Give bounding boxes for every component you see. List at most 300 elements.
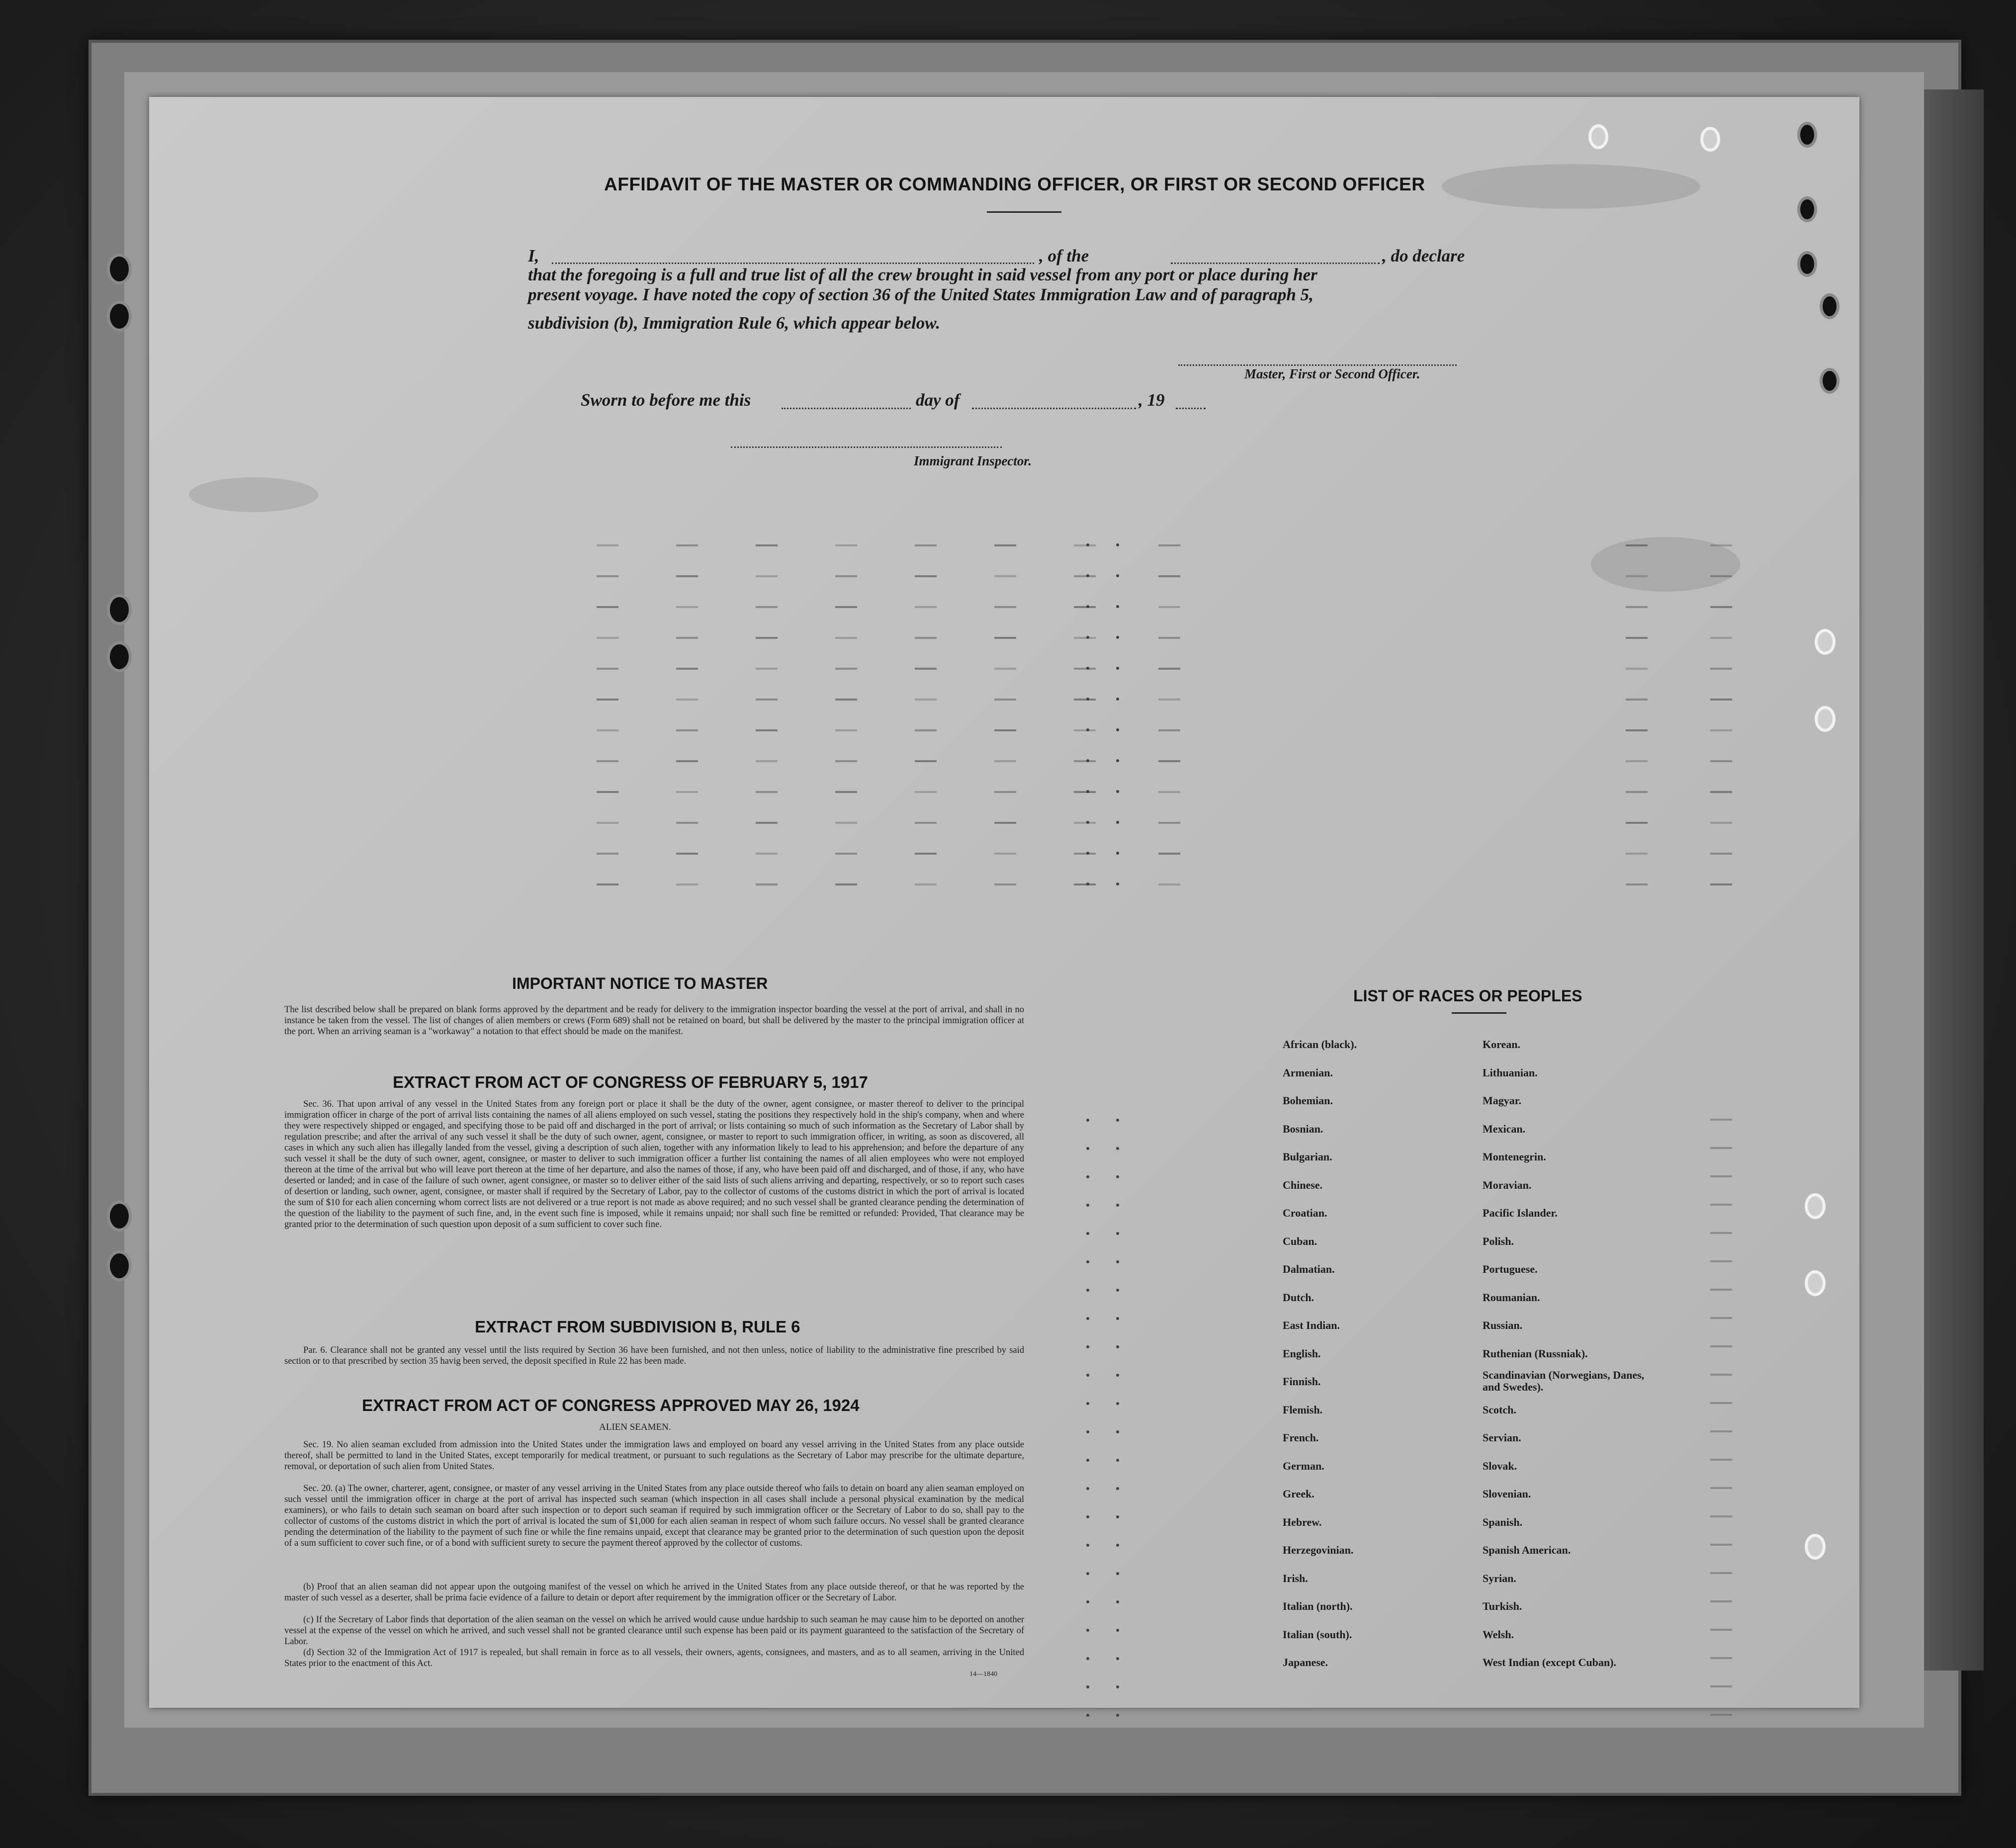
ditto-mark	[597, 729, 618, 731]
ditto-mark	[676, 606, 698, 608]
sec-20b-text: (b) Proof that an alien seaman did not appear upon the outgoing manifest of the vessel on which he arrived in the United States from any place outside thereof, or that he was reported by the master of such vessel as a deserter, shall be prima facie evidence of a failure to detain or deport after requirement by the immigration officer or the Secretary of Labor.	[284, 1582, 1024, 1603]
ditto-mark	[1626, 699, 1648, 701]
ditto-mark	[1158, 822, 1180, 824]
ditto-mark	[756, 883, 778, 885]
ditto-mark	[1710, 575, 1732, 577]
ditto-dot	[1086, 574, 1089, 577]
sworn-month-blank[interactable]	[972, 408, 1136, 409]
ditto-mark	[994, 668, 1016, 670]
ditto-dot	[1116, 1572, 1119, 1575]
race-item: Hebrew.	[1283, 1515, 1322, 1528]
ditto-mark	[1158, 668, 1180, 670]
ditto-mark	[1626, 637, 1648, 639]
ditto-dot	[1116, 1119, 1119, 1122]
ditto-mark	[1710, 883, 1732, 885]
ditto-mark	[1074, 575, 1096, 577]
ditto-dot	[1116, 1345, 1119, 1348]
race-item: Turkish.	[1483, 1600, 1522, 1612]
ditto-mark	[597, 544, 618, 546]
ditto-mark	[994, 575, 1016, 577]
race-item: Slovenian.	[1483, 1488, 1531, 1500]
race-item: Scandinavian (Norwegians, Danes, and Swedes).	[1483, 1369, 1645, 1393]
races-heading: LIST OF RACES OR PEOPLES	[1353, 987, 1582, 1005]
ditto-mark	[835, 637, 857, 639]
sec-20d-text: (d) Section 32 of the Immigration Act of 1917 is repealed, but shall remain in force as to all vessels, their owners, agents, consignees, and masters, and as to all seamen, arriving in the United States prior to the enactment of this Act.	[284, 1648, 1024, 1669]
ditto-mark	[994, 760, 1016, 762]
race-item: Irish.	[1283, 1572, 1308, 1584]
notice-heading: IMPORTANT NOTICE TO MASTER	[512, 974, 768, 992]
ditto-mark	[915, 606, 937, 608]
sworn-day-blank[interactable]	[782, 408, 911, 409]
ditto-mark	[1626, 575, 1648, 577]
ditto-mark	[915, 637, 937, 639]
ditto-dot	[1116, 1260, 1119, 1263]
ditto-mark	[994, 729, 1016, 731]
ditto-dot	[1116, 1430, 1119, 1433]
ditto-dot	[1116, 1544, 1119, 1547]
affidavit-line-1	[528, 246, 539, 266]
ditto-dot	[1086, 543, 1089, 546]
ditto-dot	[1086, 1175, 1089, 1178]
race-item: Chinese.	[1283, 1178, 1323, 1191]
notice-text: The list described below shall be prepared on blank forms approved by the department and be ready for delivery to the immigration inspector boarding the vessel at the port of arrival, and shall in no instance be taken from the vessel. The list of changes of alien members or crews (Form 689) shall not be retained on board, but shall be delivered by the master to the principal immigration officer at the port. When an arriving seaman is a "workaway" a notation to that effect should be made on the manifest.	[284, 1005, 1024, 1037]
page-hole	[1797, 251, 1817, 277]
ditto-mark	[756, 606, 778, 608]
race-item: Armenian.	[1283, 1066, 1333, 1079]
ditto-dot	[1086, 698, 1089, 701]
alien-seamen-subheading: ALIEN SEAMEN.	[599, 1422, 671, 1432]
sec-20c-text: (c) If the Secretary of Labor finds that deportation of the alien seaman on the vessel on which he arrived would cause undue hardship to such seaman he may cause him to be deported on another vessel at the expense of the vessel on which he arrived, and such vessel shall not be granted clearance until such expense has been paid or its payment guaranteed to the satisfaction of the Secretary of Labor.	[284, 1615, 1024, 1647]
ditto-dot	[1116, 1515, 1119, 1518]
ditto-mark	[597, 668, 618, 670]
sec-20a-text: Sec. 20. (a) The owner, charterer, agent, consignee, or master of any vessel arriving in the United States from any place outside thereof who fails to detain on board any alien seaman employed on such vessel until the immigration officer in charge at the port of arrival has inspected such seaman (which inspection in all cases shall include a personal physical examination by the medical examiners), or who fails to detain such seaman on board after such inspection or to deport such seaman if required by such immigration officer or the Secretary of Labor to do so, shall pay to the collector of customs of the customs district in which the port of arrival is located the sum of $1,000 for each alien seaman in respect of whom such failure occurs. No vessel shall be granted clearance pending the determination of the liability to the payment of such fine or while the fine remains unpaid, except that clearance may be granted prior to the determination of such question upon the deposit of a sum sufficient to cover such fine, or of a bond with sufficient surety to secure the payment thereof approved by the collector of customs.	[284, 1484, 1024, 1548]
ditto-mark	[1626, 760, 1648, 762]
affidavit-declare: , do declare	[1382, 246, 1465, 265]
ditto-mark	[1074, 637, 1096, 639]
ditto-mark	[1710, 1657, 1732, 1659]
vessel-blank[interactable]	[1171, 263, 1380, 264]
binder-hole	[107, 301, 132, 332]
ditto-mark	[756, 699, 778, 701]
ditto-mark	[1710, 1714, 1732, 1716]
ditto-dot	[1116, 698, 1119, 701]
ditto-dot	[1086, 1685, 1089, 1688]
ditto-mark	[835, 729, 857, 731]
ditto-mark	[1710, 668, 1732, 670]
ditto-dot	[1086, 1317, 1089, 1320]
ditto-dot	[1086, 852, 1089, 855]
ditto-dot	[1116, 728, 1119, 731]
ditto-mark	[1626, 883, 1648, 885]
race-item: Montenegrin.	[1483, 1150, 1546, 1163]
ditto-mark	[1158, 606, 1180, 608]
ditto-dot	[1116, 636, 1119, 639]
name-blank[interactable]	[552, 263, 1034, 264]
ditto-mark	[1158, 760, 1180, 762]
ditto-dot	[1116, 1629, 1119, 1632]
ditto-mark	[1158, 699, 1180, 701]
ditto-mark	[1074, 729, 1096, 731]
ditto-dot	[1116, 1685, 1119, 1688]
ditto-dot	[1086, 1374, 1089, 1377]
ditto-mark	[1158, 729, 1180, 731]
affidavit-i: I,	[528, 246, 539, 265]
ditto-dot	[1086, 1459, 1089, 1462]
race-item: Croatian.	[1283, 1207, 1327, 1219]
affidavit-title: AFFIDAVIT OF THE MASTER OR COMMANDING OFFICER, OR FIRST OR SECOND OFFICER	[604, 174, 1425, 194]
race-item: Spanish American.	[1483, 1544, 1571, 1556]
race-item: German.	[1283, 1459, 1324, 1472]
ditto-mark	[1626, 822, 1648, 824]
page-hole	[1588, 124, 1608, 149]
extract-1917-text: Sec. 36. That upon arrival of any vessel in the United States from any foreign port or place it shall be the duty of the owner, agent consignee, or master thereof to deliver to the principal immigration officer in charge of the port of arrival lists containing the names of all aliens employed on such vessel, stating the positions they respectively hold in the ship's company, when and where they were respectively shipped or engaged, and specifying those to be paid off and discharged in the port of arrival; or lists containing so much of such information as the Secretary of Labor shall by regulation prescribe; and after the arrival of any such vessel it shall be the duty of such owner, agent, consignee, or master to report to such immigration officer, in writing, as soon as discovered, all cases in which any such alien has illegally landed from the vessel, giving a description of such alien, together with any information likely to lead to his apprehension; and before the departure of any such vessel it shall be the duty of such owner, agent, consignee, or master to deliver to such immigration officer a further list containing the names of all alien employees who were not employed thereon at the time of the arrival but who will leave port thereon at the time of her departure, and also the names of those, if any, who have been paid off and discharged, and of those, if any, who have deserted or landed; and in case of the failure of such owner, agent consignee, or master so to deliver either of the said lists of such aliens arriving and departing, respectively, or so to report such cases of desertion or landing, such owner, agent, consignee, or master shall if required by the Secretary of Labor, pay to the collector of customs of the customs district in which the port of arrival is located the sum of $10 for each alien concerning whom correct lists are not delivered or a true report is not made as above required; and no such vessel shall be granted clearance pending the determination of the question of the liability to the payment of such fine, and, in the event such fine is imposed, while it remains unpaid; nor shall such fine be remitted or refunded: Provided, That clearance may be granted prior to the determination of such question upon deposit of a sum sufficient to cover such fine.	[284, 1099, 1024, 1230]
ditto-mark	[597, 760, 618, 762]
ditto-dot	[1086, 605, 1089, 608]
ditto-dot	[1116, 1402, 1119, 1405]
ditto-dot	[1086, 821, 1089, 824]
race-item: Herzegovinian.	[1283, 1544, 1354, 1556]
race-item: Greek.	[1283, 1488, 1315, 1500]
ditto-mark	[1074, 853, 1096, 855]
binder-hole	[107, 641, 132, 672]
ditto-mark	[676, 637, 698, 639]
race-item: Bulgarian.	[1283, 1150, 1332, 1163]
affidavit-of-the: , of the	[1039, 246, 1089, 265]
ditto-dot	[1116, 882, 1119, 885]
binder-hole	[107, 254, 132, 284]
page-hole	[1797, 196, 1817, 222]
ditto-mark	[1074, 699, 1096, 701]
ditto-mark	[676, 883, 698, 885]
ditto-mark	[835, 668, 857, 670]
race-item: Japanese.	[1283, 1656, 1328, 1669]
ditto-mark	[676, 544, 698, 546]
ditto-dot	[1116, 605, 1119, 608]
ditto-mark	[1710, 1515, 1732, 1517]
ditto-dot	[1086, 1600, 1089, 1603]
ditto-mark	[1710, 1629, 1732, 1631]
ditto-mark	[1710, 637, 1732, 639]
ditto-mark	[835, 791, 857, 793]
ditto-mark	[756, 668, 778, 670]
ditto-dot	[1086, 1260, 1089, 1263]
ditto-mark	[676, 822, 698, 824]
master-signature-line[interactable]	[1178, 364, 1457, 366]
race-item: East Indian.	[1283, 1319, 1340, 1331]
ditto-mark	[915, 699, 937, 701]
ditto-mark	[994, 606, 1016, 608]
race-item: Ruthenian (Russniak).	[1483, 1347, 1588, 1360]
race-item: Cuban.	[1283, 1234, 1317, 1247]
ditto-dot	[1116, 1487, 1119, 1490]
ditto-mark	[835, 544, 857, 546]
ditto-mark	[597, 637, 618, 639]
ditto-mark	[1158, 637, 1180, 639]
race-item: Dutch.	[1283, 1291, 1314, 1304]
binder-hole	[107, 594, 132, 625]
ditto-mark	[1710, 853, 1732, 855]
ditto-mark	[756, 853, 778, 855]
ditto-dot	[1116, 1600, 1119, 1603]
ditto-mark	[1074, 606, 1096, 608]
ditto-mark	[756, 760, 778, 762]
race-item: Servian.	[1483, 1431, 1521, 1444]
ditto-mark	[915, 760, 937, 762]
ditto-mark	[1626, 544, 1648, 546]
ditto-mark	[676, 575, 698, 577]
race-item: Mexican.	[1483, 1122, 1526, 1135]
page-hole	[1805, 1534, 1826, 1560]
ditto-mark	[994, 544, 1016, 546]
ditto-dot	[1116, 1147, 1119, 1150]
race-item: Welsh.	[1483, 1628, 1514, 1641]
race-item: Bohemian.	[1283, 1094, 1333, 1107]
ditto-mark	[994, 883, 1016, 885]
ditto-dot	[1086, 667, 1089, 670]
race-item: English.	[1283, 1347, 1321, 1360]
ditto-mark	[915, 883, 937, 885]
ditto-mark	[1710, 1544, 1732, 1546]
ditto-dot	[1086, 1289, 1089, 1292]
ditto-mark	[597, 791, 618, 793]
ditto-mark	[1710, 1289, 1732, 1291]
race-item: Spanish.	[1483, 1515, 1523, 1528]
ditto-dot	[1116, 1289, 1119, 1292]
ditto-mark	[835, 606, 857, 608]
ditto-mark	[994, 822, 1016, 824]
ditto-mark	[1158, 853, 1180, 855]
ditto-dot	[1116, 1232, 1119, 1235]
ditto-mark	[1710, 1175, 1732, 1177]
ditto-dot	[1086, 1544, 1089, 1547]
ditto-mark	[1158, 575, 1180, 577]
race-item: Bosnian.	[1283, 1122, 1323, 1135]
race-item: Lithuanian.	[1483, 1066, 1538, 1079]
bleed-through-mark	[1442, 164, 1700, 209]
race-item: Scotch.	[1483, 1403, 1516, 1416]
ditto-dot	[1086, 1515, 1089, 1518]
ditto-mark	[756, 729, 778, 731]
ditto-dot	[1086, 1629, 1089, 1632]
ditto-mark	[597, 853, 618, 855]
race-item: Italian (north).	[1283, 1600, 1353, 1612]
title-rule	[987, 211, 1061, 213]
ditto-mark	[1074, 822, 1096, 824]
ditto-mark	[1710, 1119, 1732, 1121]
ditto-dot	[1116, 667, 1119, 670]
ditto-mark	[835, 883, 857, 885]
ditto-mark	[1626, 791, 1648, 793]
ditto-mark	[994, 791, 1016, 793]
ditto-mark	[1626, 606, 1648, 608]
ditto-mark	[1626, 668, 1648, 670]
ditto-mark	[756, 791, 778, 793]
master-label: Master, First or Second Officer.	[1244, 366, 1420, 381]
ditto-mark	[1710, 1572, 1732, 1574]
ditto-dot	[1086, 882, 1089, 885]
race-item: Korean.	[1483, 1038, 1520, 1051]
ditto-mark	[915, 544, 937, 546]
ditto-mark	[1710, 1204, 1732, 1206]
ditto-mark	[1158, 544, 1180, 546]
race-item: Finnish.	[1283, 1375, 1321, 1388]
extract-1917-heading: EXTRACT FROM ACT OF CONGRESS OF FEBRUARY 5, 1917	[393, 1073, 868, 1091]
inspector-signature-line[interactable]	[731, 446, 1002, 448]
race-item: French.	[1283, 1431, 1319, 1444]
ditto-mark	[597, 606, 618, 608]
page-hole	[1820, 293, 1840, 319]
ditto-mark	[835, 760, 857, 762]
ditto-dot	[1086, 1232, 1089, 1235]
ditto-mark	[1710, 822, 1732, 824]
ditto-dot	[1086, 636, 1089, 639]
ditto-mark	[1710, 1600, 1732, 1602]
ditto-dot	[1086, 1147, 1089, 1150]
ditto-mark	[915, 729, 937, 731]
ditto-dot	[1086, 1430, 1089, 1433]
ditto-mark	[1710, 606, 1732, 608]
ditto-dot	[1086, 1345, 1089, 1348]
ditto-mark	[1710, 1374, 1732, 1376]
ditto-mark	[676, 729, 698, 731]
sworn-day-label: day of	[916, 390, 960, 410]
ditto-mark	[756, 544, 778, 546]
ditto-dot	[1116, 1317, 1119, 1320]
race-item: African (black).	[1283, 1038, 1357, 1051]
ditto-dot	[1116, 1175, 1119, 1178]
ditto-dot	[1086, 1657, 1089, 1660]
ditto-dot	[1116, 543, 1119, 546]
ditto-dot	[1116, 1374, 1119, 1377]
subdivision-heading: EXTRACT FROM SUBDIVISION B, RULE 6	[475, 1318, 800, 1336]
ditto-mark	[835, 822, 857, 824]
sec-19-text: Sec. 19. No alien seaman excluded from admission into the United States under the immigration laws and employed on board any vessel arriving in the United States from any place outside thereof, shall be permitted to land in the United States, except temporarily for medical treatment, or pursuant to such regulations as the Secretary of Labor may prescribe for the ultimate departure, removal, or deportation of such alien from United States.	[284, 1440, 1024, 1472]
ditto-mark	[1626, 729, 1648, 731]
ditto-dot	[1086, 1119, 1089, 1122]
page-hole	[1815, 629, 1836, 655]
inspector-label: Immigrant Inspector.	[914, 453, 1032, 468]
race-item: Portuguese.	[1483, 1263, 1538, 1275]
ditto-mark	[597, 822, 618, 824]
ditto-dot	[1086, 1572, 1089, 1575]
ditto-dot	[1116, 852, 1119, 855]
ditto-mark	[1710, 1260, 1732, 1262]
race-item: Dalmatian.	[1283, 1263, 1335, 1275]
bleed-through-mark	[189, 477, 318, 512]
ditto-mark	[676, 760, 698, 762]
ditto-mark	[994, 699, 1016, 701]
ditto-dot	[1116, 1459, 1119, 1462]
ditto-mark	[676, 699, 698, 701]
race-item: Pacific Islander.	[1483, 1207, 1558, 1219]
ditto-mark	[1710, 729, 1732, 731]
page-hole	[1700, 127, 1720, 152]
sworn-year-blank[interactable]	[1176, 408, 1206, 409]
ditto-mark	[1710, 1345, 1732, 1347]
ditto-mark	[1710, 1487, 1732, 1489]
ditto-mark	[1074, 760, 1096, 762]
ditto-dot	[1086, 790, 1089, 793]
ditto-mark	[1626, 853, 1648, 855]
ditto-mark	[1710, 791, 1732, 793]
page-hole	[1797, 122, 1817, 148]
ditto-mark	[597, 883, 618, 885]
ditto-mark	[994, 637, 1016, 639]
ditto-mark	[835, 699, 857, 701]
ditto-mark	[1710, 544, 1732, 546]
ditto-mark	[597, 699, 618, 701]
race-item: Flemish.	[1283, 1403, 1323, 1416]
ditto-mark	[676, 668, 698, 670]
ditto-mark	[1710, 1459, 1732, 1461]
ditto-dot	[1116, 790, 1119, 793]
ditto-mark	[756, 575, 778, 577]
ditto-mark	[1710, 1317, 1732, 1319]
ditto-mark	[1074, 791, 1096, 793]
subdivision-text: Par. 6. Clearance shall not be granted any vessel until the lists required by Section 36 have been furnished, and not then unless, notice of liability to the administrative fine prescribed by said section or to that prescribed by section 35 havig been served, the deposit specified in Rule 22 has been made.	[284, 1345, 1024, 1366]
ditto-mark	[1710, 1402, 1732, 1404]
ditto-dot	[1116, 759, 1119, 762]
ditto-dot	[1086, 759, 1089, 762]
page-hole	[1805, 1193, 1826, 1219]
race-item: Magyar.	[1483, 1094, 1522, 1107]
race-item: Moravian.	[1483, 1178, 1532, 1191]
ditto-mark	[1074, 668, 1096, 670]
affidavit-line-3: present voyage. I have noted the copy of section 36 of the United States Immigration Law and of paragraph 5,	[528, 285, 1314, 304]
extract-1924-heading: EXTRACT FROM ACT OF CONGRESS APPROVED MAY 26, 1924	[362, 1396, 860, 1414]
ditto-mark	[1710, 1147, 1732, 1149]
ditto-dot	[1116, 1657, 1119, 1660]
race-item: Polish.	[1483, 1234, 1514, 1247]
ditto-mark	[915, 575, 937, 577]
ditto-mark	[915, 791, 937, 793]
ditto-mark	[915, 822, 937, 824]
binder-hole	[107, 1201, 132, 1232]
form-number: 14—1840	[969, 1671, 997, 1678]
sworn-year-label: , 19	[1139, 390, 1165, 410]
page-hole	[1820, 368, 1840, 394]
ditto-mark	[915, 668, 937, 670]
ditto-dot	[1086, 728, 1089, 731]
ditto-mark	[1074, 544, 1096, 546]
sworn-prefix: Sworn to before me this	[581, 390, 751, 410]
ditto-mark	[1710, 1232, 1732, 1234]
page-hole	[1815, 706, 1836, 732]
ditto-dot	[1086, 1487, 1089, 1490]
ditto-mark	[835, 853, 857, 855]
ditto-mark	[1158, 883, 1180, 885]
ditto-dot	[1086, 1204, 1089, 1207]
ditto-dot	[1116, 821, 1119, 824]
race-item: Slovak.	[1483, 1459, 1517, 1472]
ditto-mark	[676, 791, 698, 793]
race-item: Italian (south).	[1283, 1628, 1352, 1641]
ditto-mark	[1710, 1685, 1732, 1687]
ditto-mark	[597, 575, 618, 577]
binder-hole	[107, 1250, 132, 1281]
races-rule	[1452, 1012, 1506, 1014]
race-item: West Indian (except Cuban).	[1483, 1656, 1616, 1669]
ditto-dot	[1086, 1714, 1089, 1717]
ditto-dot	[1116, 574, 1119, 577]
binding-strip	[1919, 89, 1984, 1671]
ditto-mark	[756, 637, 778, 639]
ditto-dot	[1086, 1402, 1089, 1405]
ditto-dot	[1116, 1714, 1119, 1717]
ditto-mark	[994, 853, 1016, 855]
ditto-mark	[1710, 1430, 1732, 1432]
ditto-dot	[1116, 1204, 1119, 1207]
